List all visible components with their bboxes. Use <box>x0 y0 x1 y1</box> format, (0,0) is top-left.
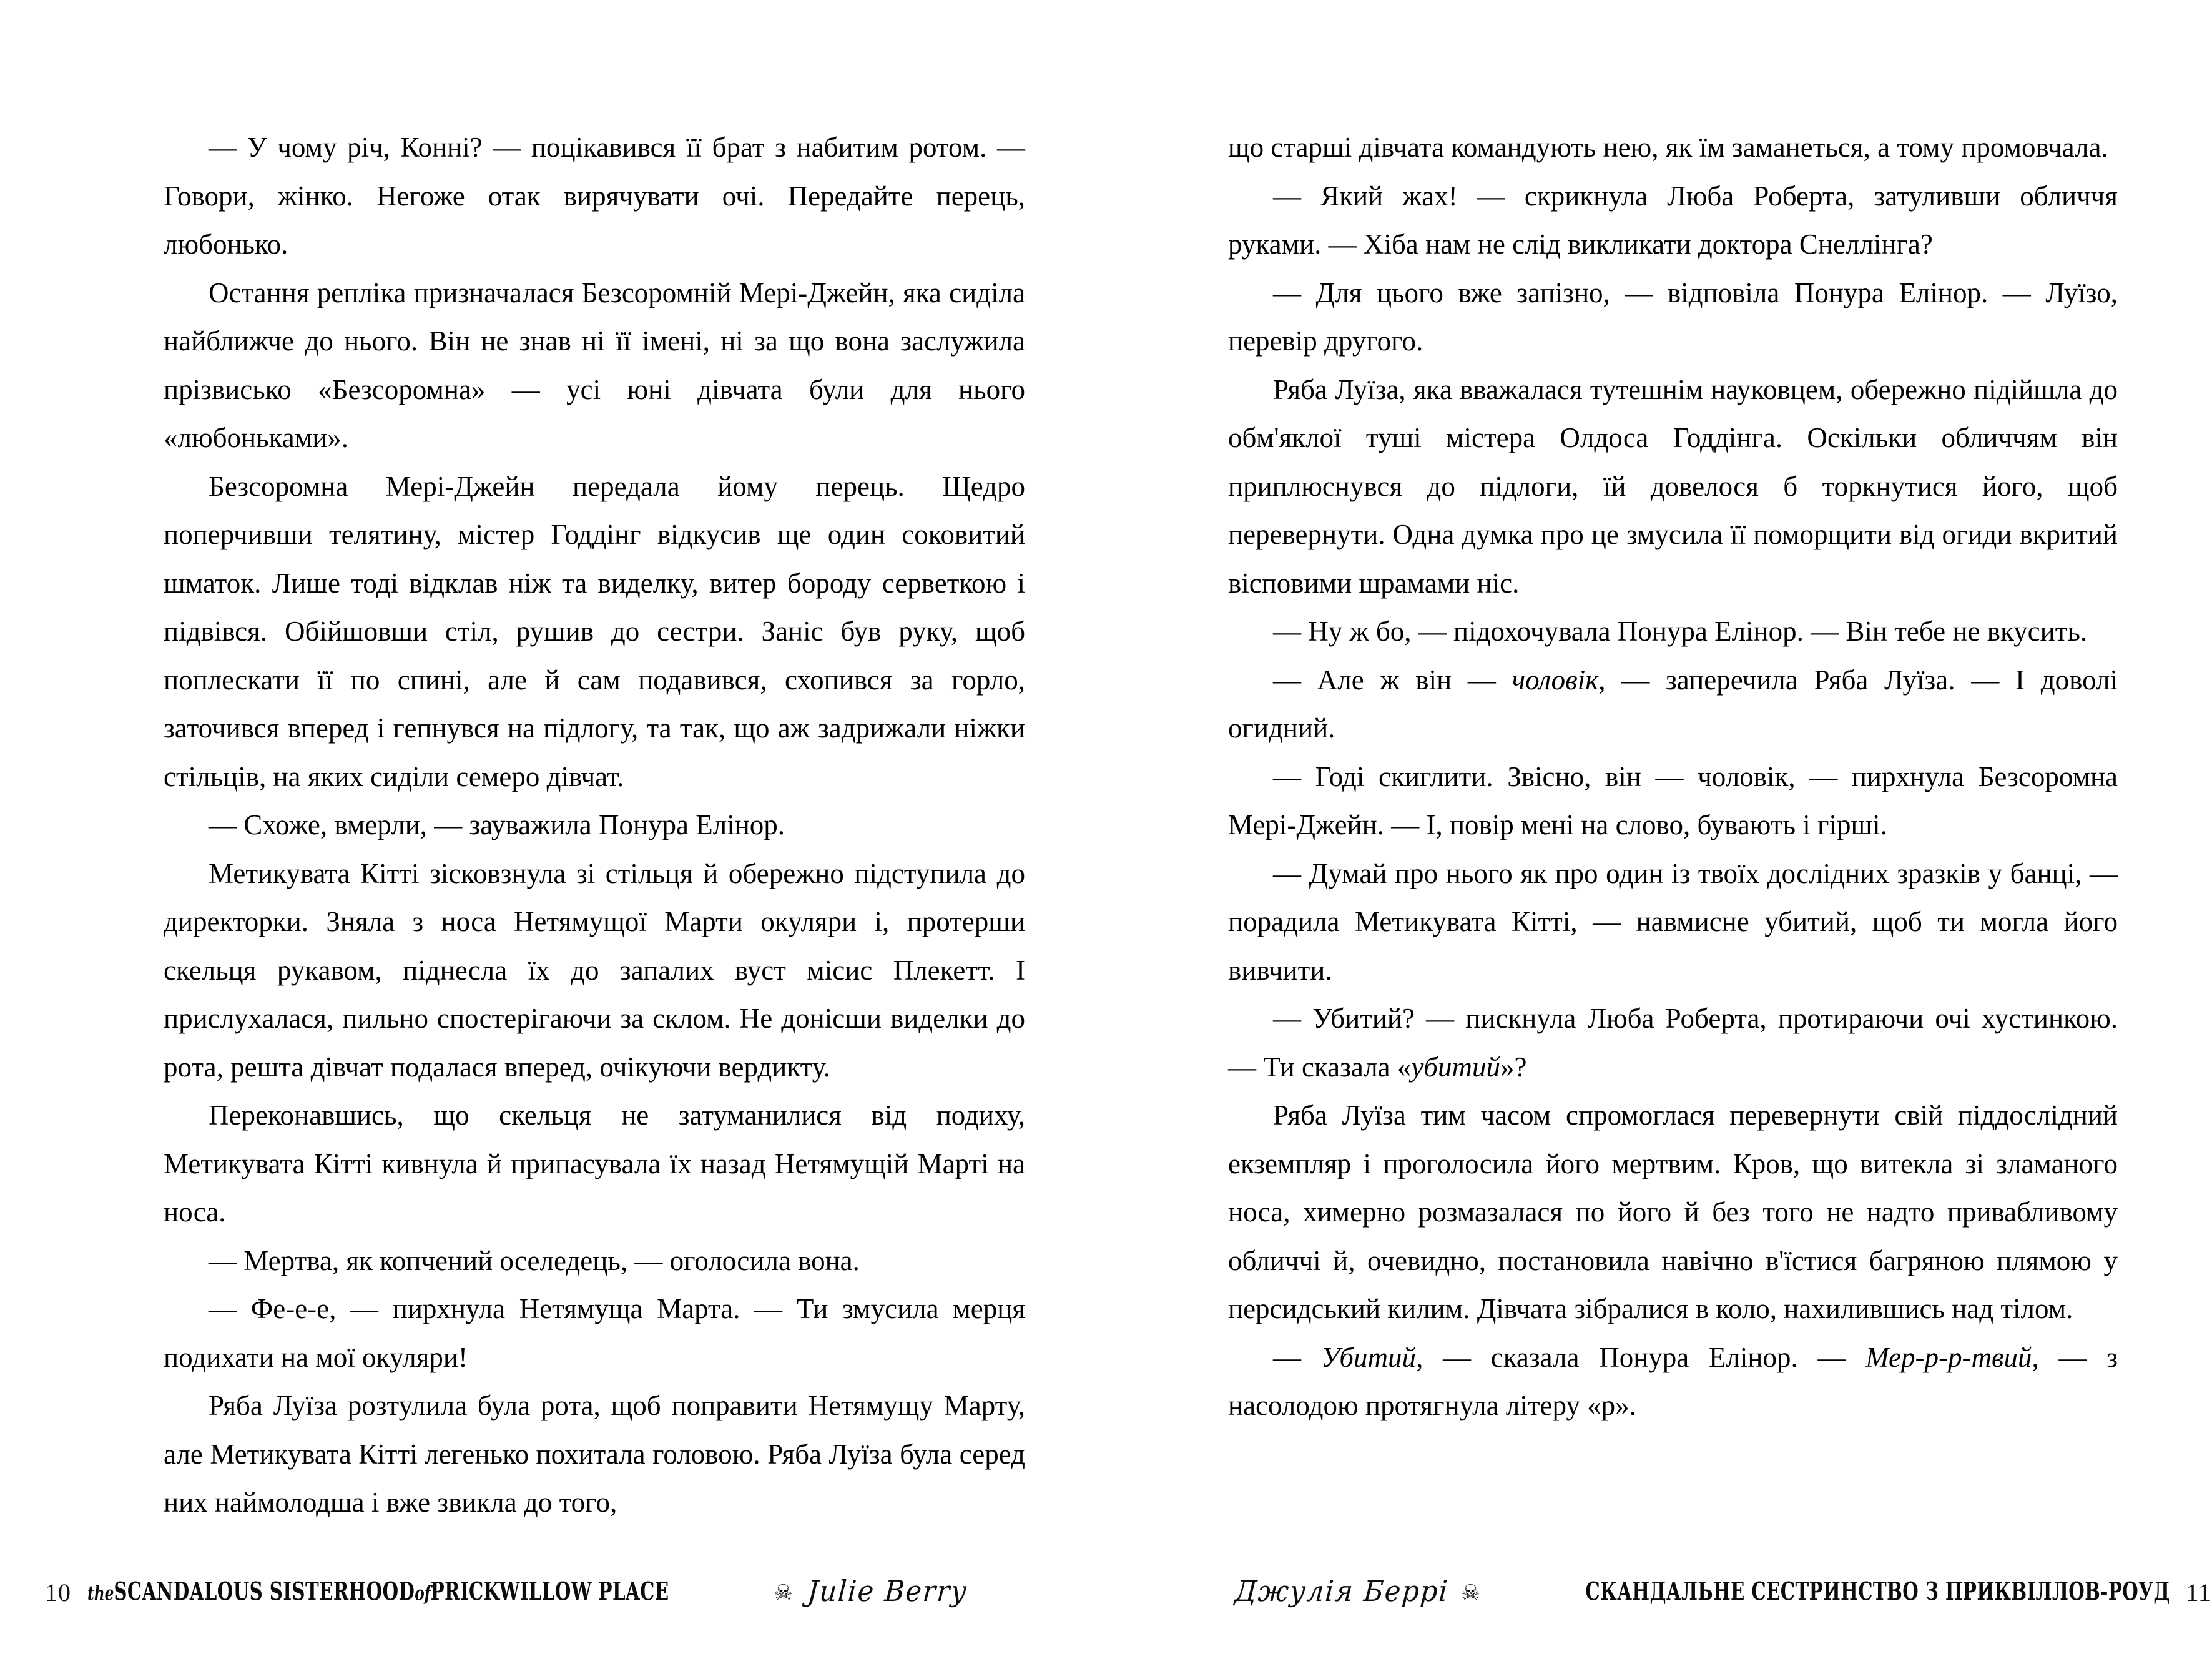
paragraph <box>1228 995 2118 1091</box>
running-head-title-part-2: PRICKWILLOW PLACE <box>430 1577 669 1607</box>
page-number: 10 <box>45 1578 71 1607</box>
body-text: Ряба Луїза тим часом спромоглася перевернути свій піддослідний екземпляр і проголосила його мертвим. Кров, що витекла зі зламаного носа, химерно розмазалася по його й без того не надто привабливому обличчі й, очевидно, постановила навічно в'їстися багряною плямою у персидський килим. Дівчата зібралися в коло, нахилившись над тілом. <box>1228 1100 2118 1324</box>
paragraph: Ряба Луїза розтулила була рота, щоб поправити Нетямущу Марту, але Метикувата Кітті легенько похитала головою. Ряба Луїза була серед них наймолодша і вже звикла до того, <box>164 1390 1025 1518</box>
paragraph: — У чому річ, Конні? — поцікавився її брат з набитим ротом. — Говори, жінко. Негоже отак вирячувати очі. Передайте перець, любонько. <box>164 132 1025 260</box>
running-head-title-of: of <box>415 1582 431 1605</box>
left-page-footer <box>0 1574 1151 1619</box>
emphasized-text: Убитий <box>1320 1341 1417 1373</box>
running-head-title-prefix: the <box>87 1582 114 1605</box>
skull-and-crossbones-icon: ☠ <box>774 1582 793 1605</box>
body-text: , — сказала Понура Елінор. — <box>1416 1341 1866 1373</box>
body-text: Ряба Луїза, яка вважалася тутешнім науковцем, обережно підійшла до обм'яклої туші містера Олдоса Годдінга. Оскільки обличчям він приплюснувся до підлоги, їй довелося б торкнутися його, щоб перевернути. Одна думка про це змусила її поморщити від огиди вкритий вісповими шрамами ніс. <box>1228 373 2118 599</box>
paragraph <box>1228 753 2118 850</box>
running-head-author: Julie Berry <box>806 1574 968 1608</box>
emphasized-text: Мер-р-р-твий <box>1865 1341 2032 1373</box>
paragraph: Метикувата Кітті зісковзнула зі стільця й обережно підступила до директорки. Зняла з носа Нетямущої Марти окуляри і, протерши скельця рукавом, піднесла їх до запалих вуст місис Плекетт. І прислухалася, пильно спостерігаючи за склом. Не донісши виделки до рота, решта дівчат подалася вперед, очікуючи вердикту. <box>164 857 1025 1083</box>
paragraph <box>1228 850 2118 995</box>
paragraph: — Схоже, вмерли, — зауважила Понура Елінор. <box>209 809 785 840</box>
right-page-textblock <box>1228 124 2118 1430</box>
emphasized-text: убитий <box>1411 1051 1501 1083</box>
running-head-book-title <box>87 1577 669 1607</box>
skull-and-crossbones-icon: ☠ <box>1461 1582 1480 1605</box>
body-text: що старші дівчата командують нею, як їм заманеться, а тому промовчала. <box>1228 132 2108 163</box>
paragraph: Остання репліка призначалася Безсоромній Мері-Джейн, яка сиділа найближче до нього. Він не знав ні її імені, ні за що вона заслужила прізвисько «Безсоромна» — усі юні дівчата були для нього «любоньками». <box>164 277 1025 453</box>
left-page-textblock <box>164 124 1025 1527</box>
right-page <box>1106 0 2211 1659</box>
body-text: »? <box>1500 1051 1527 1083</box>
paragraph: — Мертва, як копчений оселедець, — оголосила вона. <box>209 1244 860 1276</box>
paragraph <box>1228 656 2118 753</box>
paragraph <box>1228 366 2118 608</box>
body-text: — Ну ж бо, — підохочувала Понура Елінор. — Він тебе не вкусить. <box>1273 616 2088 647</box>
body-text: — Годі скиглити. Звісно, він — чоловік, — пирхнула Безсоромна Мері-Джейн. — І, повір мені на слово, бувають і гірші. <box>1228 761 2118 840</box>
body-text: — Але ж він — <box>1273 664 1512 696</box>
running-head-book-title: СКАНДАЛЬНЕ СЕСТРИНСТВО З ПРИКВІЛЛОВ-РОУД <box>1585 1577 2170 1607</box>
body-text: — <box>1273 1341 1321 1373</box>
right-page-footer <box>1106 1574 2212 1619</box>
paragraph <box>1228 172 2118 269</box>
emphasized-text: чоловік <box>1512 664 1599 696</box>
running-head-title-part-1: SCANDALOUS SISTERHOOD <box>114 1577 415 1607</box>
body-text: — Убитий? — пискнула Люба Роберта, протираючи очі хустинкою. — Ти сказала « <box>1228 1003 2118 1083</box>
paragraph: Безсоромна Мері-Джейн передала йому перець. Щедро поперчивши телятину, містер Годдінг відкусив ще один соковитий шматок. Лише тоді відклав ніж та виделку, витер бороду серветкою і підвівся. Обійшовши стіл, рушив до сестри. Заніс був руку, щоб поплескати її по спині, але й сам подавився, схопився за горло, заточився вперед і гепнувся на підлогу, та так, що аж задрижали ніжки стільців, на яких сиділи семеро дівчат. <box>164 470 1025 792</box>
paragraph: Переконавшись, що скельця не затуманилися від подиху, Метикувата Кітті кивнула й припасувала їх назад Нетямущій Марті на носа. <box>164 1100 1025 1228</box>
running-head-author: Джулія Беррі <box>1234 1574 1450 1608</box>
page-number: 11 <box>2186 1578 2211 1607</box>
body-text: , — заперечила Ряба Луїза. — І доволі огидний. <box>1228 664 2118 744</box>
paragraph <box>1228 608 2118 656</box>
body-text: — Думай про нього як про один із твоїх дослідних зразків у банці, — порадила Метикувата Кітті, — навмисне убитий, щоб ти могла його вивчити. <box>1228 857 2118 986</box>
paragraph <box>1228 1091 2118 1334</box>
body-text: , — з насолодою протягнула літеру «р». <box>1228 1341 2118 1421</box>
body-text: — Для цього вже запізно, — відповіла Понура Елінор. — Луїзо, перевір другого. <box>1228 277 2118 357</box>
body-text: — Який жах! — скрикнула Люба Роберта, затуливши обличчя руками. — Хіба нам не слід викликати доктора Снеллінга? <box>1228 180 2118 260</box>
paragraph: — Фе-е-е, — пирхнула Нетямуща Марта. — Ти змусила мерця подихати на мої окуляри! <box>164 1293 1025 1373</box>
paragraph <box>1228 1334 2118 1430</box>
paragraph <box>1228 269 2118 366</box>
paragraph <box>1228 124 2118 172</box>
